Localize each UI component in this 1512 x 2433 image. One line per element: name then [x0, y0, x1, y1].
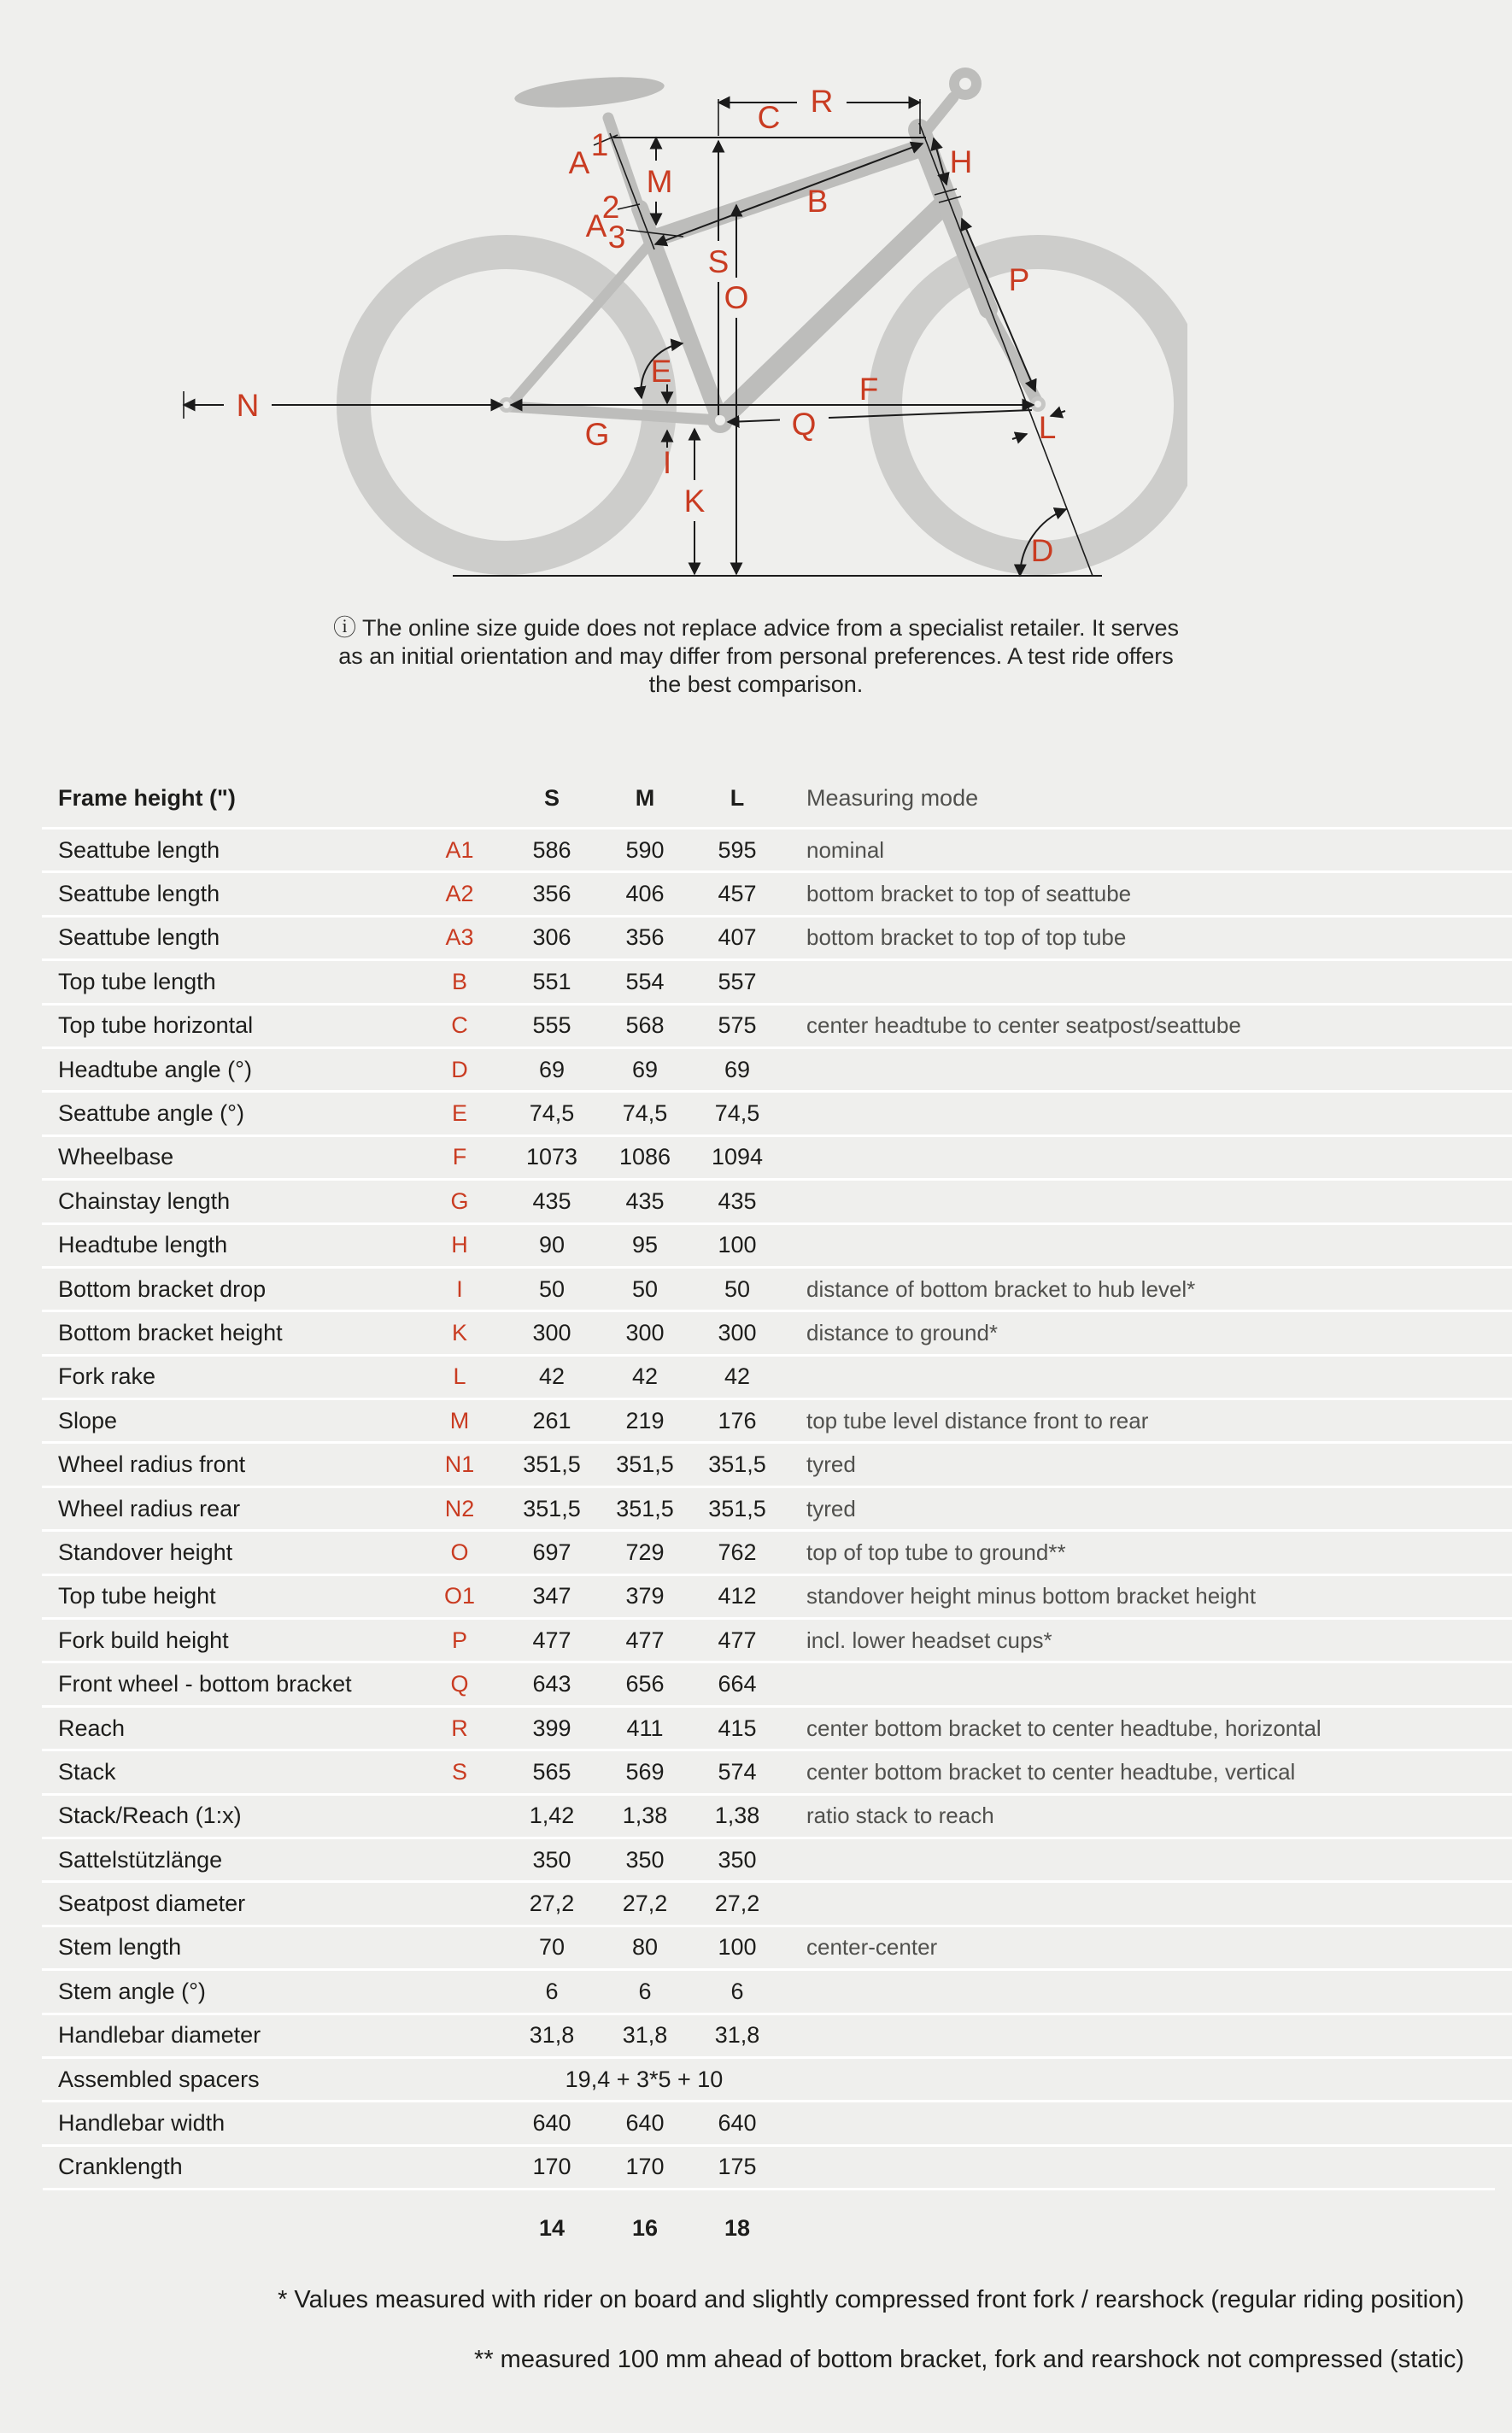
value-m: 656 [625, 1671, 665, 1697]
value-s: 261 [532, 1407, 571, 1433]
geometry-spec-table [0, 769, 1512, 2249]
value-l: 31,8 [714, 2022, 760, 2049]
row-code: A3 [445, 924, 474, 951]
value-l: 74,5 [714, 1100, 760, 1127]
diagram-label-N: N [236, 388, 260, 423]
row-measuring-mode: distance of bottom bracket to hub level* [806, 1275, 1196, 1302]
table-row [0, 2056, 1512, 2100]
diagram-label-S: S [707, 244, 730, 279]
row-code: M [449, 1407, 470, 1433]
row-code: D [451, 1056, 468, 1082]
value-s: 27,2 [529, 1891, 575, 1917]
value-s: 90 [538, 1232, 566, 1258]
diagram-label-O: O [724, 280, 749, 315]
row-code: N2 [444, 1495, 475, 1521]
table-row [0, 1617, 1512, 1661]
value-l: 100 [718, 1934, 757, 1961]
row-code: Q [450, 1671, 469, 1697]
value-l: 27,2 [714, 1891, 760, 1917]
value-s: 6 [545, 1978, 559, 2004]
value-m: 435 [625, 1187, 665, 1214]
value-m: 50 [631, 1275, 659, 1302]
value-s: 350 [532, 1846, 571, 1873]
row-measuring-mode: standover height minus bottom bracket height [806, 1583, 1257, 1609]
table-row [0, 1003, 1512, 1046]
row-code: A1 [445, 836, 474, 863]
value-s: 1073 [525, 1144, 578, 1170]
value-s: 555 [532, 1012, 571, 1039]
value-l: 69 [724, 1056, 751, 1082]
value-l: 435 [718, 1187, 757, 1214]
value-s: 300 [532, 1319, 571, 1345]
table-row [0, 1398, 1512, 1441]
value-l: 1,38 [714, 1803, 760, 1829]
inch-size-l: 18 [724, 2214, 751, 2241]
table-row [0, 1046, 1512, 1090]
value-m: 42 [631, 1363, 659, 1390]
value-l: 457 [718, 881, 757, 907]
diagram-label-G: G [584, 417, 610, 452]
value-s: 586 [532, 836, 571, 863]
value-l: 762 [718, 1539, 757, 1565]
diagram-label-I: I [662, 445, 672, 480]
row-label: Stem length [58, 1934, 182, 1961]
row-label: Reach [58, 1715, 126, 1741]
row-code: E [451, 1100, 467, 1127]
info-icon: ⓘ [332, 615, 356, 641]
diagram-label-3: 3 [607, 220, 626, 255]
diagram-label-A: A [568, 145, 590, 180]
value-s: 74,5 [529, 1100, 575, 1127]
value-s: 565 [532, 1758, 571, 1785]
table-row [0, 1222, 1512, 1266]
value-s: 42 [538, 1363, 566, 1390]
value-m: 411 [626, 1715, 664, 1741]
value-m: 568 [625, 1012, 665, 1039]
table-row [0, 1968, 1512, 2012]
value-l: 664 [718, 1671, 757, 1697]
row-code: S [451, 1758, 467, 1785]
row-label: Chainstay length [58, 1187, 231, 1214]
row-label: Cranklength [58, 2154, 183, 2180]
table-row [0, 1090, 1512, 1134]
row-code: F [452, 1144, 467, 1170]
row-code: H [451, 1232, 468, 1258]
diagram-label-F: F [859, 372, 879, 407]
value-m: 69 [631, 1056, 659, 1082]
value-s: 551 [532, 968, 571, 994]
value-l: 412 [718, 1583, 757, 1609]
value-l: 477 [718, 1627, 757, 1653]
diagram-label-R: R [810, 84, 834, 119]
table-row [0, 1266, 1512, 1310]
header-size-l: L [730, 784, 745, 811]
row-code: L [453, 1363, 466, 1390]
row-code: K [451, 1319, 467, 1345]
row-label: Seattube angle (°) [58, 1100, 244, 1127]
row-code: G [450, 1187, 469, 1214]
value-m: 95 [631, 1232, 659, 1258]
row-label: Headtube length [58, 1232, 228, 1258]
diagram-label-L: L [1038, 410, 1057, 445]
row-measuring-mode: incl. lower headset cups* [806, 1627, 1052, 1653]
table-row [0, 1749, 1512, 1792]
table-row [0, 1486, 1512, 1529]
value-l: 415 [718, 1715, 757, 1741]
value-m: 170 [625, 2154, 665, 2180]
row-label: Wheel radius rear [58, 1495, 241, 1521]
table-row [0, 1529, 1512, 1573]
value-m: 729 [625, 1539, 665, 1565]
table-row [0, 959, 1512, 1002]
value-s: 69 [538, 1056, 566, 1082]
row-measuring-mode: top of top tube to ground** [806, 1539, 1066, 1565]
value-s: 643 [532, 1671, 571, 1697]
value-l: 300 [718, 1319, 757, 1345]
diagram-label-K: K [683, 484, 706, 519]
header-measuring-mode: Measuring mode [806, 784, 979, 811]
value-l: 574 [718, 1758, 757, 1785]
row-label: Top tube height [58, 1583, 216, 1609]
value-m: 27,2 [622, 1891, 668, 1917]
row-code: P [451, 1627, 467, 1653]
row-code: N1 [444, 1451, 475, 1478]
value-s: 477 [532, 1627, 571, 1653]
row-measuring-mode: center bottom bracket to center headtube, horizontal [806, 1715, 1322, 1741]
value-m: 356 [625, 924, 665, 951]
row-code: C [451, 1012, 468, 1039]
value-l: 557 [718, 968, 757, 994]
value-l: 176 [718, 1407, 757, 1433]
row-spanning-value: 19,4 + 3*5 + 10 [565, 2066, 724, 2092]
value-m: 406 [625, 881, 665, 907]
value-l: 42 [724, 1363, 751, 1390]
value-s: 170 [532, 2154, 571, 2180]
inch-size-m: 16 [631, 2214, 659, 2241]
value-s: 1,42 [529, 1803, 575, 1829]
value-m: 379 [625, 1583, 665, 1609]
value-s: 356 [532, 881, 571, 907]
bike-geometry-diagram [171, 26, 1187, 641]
row-code: O1 [443, 1583, 476, 1609]
row-label: Slope [58, 1407, 118, 1433]
table-row [0, 1178, 1512, 1222]
value-l: 100 [718, 1232, 757, 1258]
diagram-label-B: B [806, 184, 829, 219]
value-l: 351,5 [708, 1495, 766, 1521]
header-size-s: S [543, 784, 560, 811]
row-label: Seattube length [58, 836, 220, 863]
inch-size-s: 14 [538, 2214, 566, 2241]
value-l: 351,5 [708, 1451, 766, 1478]
value-s: 435 [532, 1187, 571, 1214]
value-m: 590 [625, 836, 665, 863]
row-label: Assembled spacers [58, 2066, 260, 2092]
value-m: 31,8 [622, 2022, 668, 2049]
row-code: I [456, 1275, 463, 1302]
diagram-label-D: D [1030, 533, 1054, 568]
footnote-single-asterisk: * Values measured with rider on board and slightly compressed front fork / rearshock (regular riding position) [278, 2286, 1464, 2313]
value-s: 347 [532, 1583, 571, 1609]
row-label: Seattube length [58, 881, 220, 907]
info-note [325, 614, 1187, 699]
row-label: Handlebar diameter [58, 2022, 261, 2049]
value-s: 70 [538, 1934, 566, 1961]
value-l: 6 [730, 1978, 744, 2004]
bike-diagram-svg [171, 26, 1187, 641]
diagram-label-1: 1 [590, 127, 609, 162]
table-row [0, 1310, 1512, 1353]
value-l: 595 [718, 836, 757, 863]
row-measuring-mode: top tube level distance front to rear [806, 1407, 1149, 1433]
header-frame-height: Frame height (") [58, 784, 236, 811]
diagram-label-M: M [646, 164, 673, 199]
value-m: 219 [625, 1407, 665, 1433]
value-m: 640 [625, 2110, 665, 2137]
value-l: 575 [718, 1012, 757, 1039]
row-label: Bottom bracket drop [58, 1275, 267, 1302]
diagram-label-A: A [585, 208, 607, 243]
table-row [0, 1705, 1512, 1749]
value-s: 50 [538, 1275, 566, 1302]
table-row [0, 1837, 1512, 1880]
value-m: 554 [625, 968, 665, 994]
inch-sizes-row [0, 2207, 1512, 2249]
row-label: Stack [58, 1758, 116, 1785]
row-label: Handlebar width [58, 2110, 226, 2137]
table-row [0, 1793, 1512, 1837]
value-s: 31,8 [529, 2022, 575, 2049]
diagram-label-H: H [949, 144, 973, 179]
value-m: 351,5 [616, 1495, 674, 1521]
row-code: O [450, 1539, 469, 1565]
spec-table-body [0, 827, 1512, 2188]
row-label: Top tube horizontal [58, 1012, 254, 1039]
diagram-label-2: 2 [601, 190, 620, 225]
row-code: B [451, 968, 467, 994]
row-label: Seatpost diameter [58, 1891, 246, 1917]
diagram-label-P: P [1008, 262, 1030, 297]
row-measuring-mode: distance to ground* [806, 1319, 999, 1345]
table-row [0, 1880, 1512, 1924]
value-m: 300 [625, 1319, 665, 1345]
row-label: Stack/Reach (1:x) [58, 1803, 242, 1829]
value-s: 399 [532, 1715, 571, 1741]
row-label: Fork rake [58, 1363, 156, 1390]
table-row [0, 915, 1512, 959]
row-label: Headtube angle (°) [58, 1056, 252, 1082]
table-row [0, 1574, 1512, 1617]
row-label: Sattelstützlänge [58, 1846, 223, 1873]
value-s: 351,5 [523, 1495, 581, 1521]
row-measuring-mode: ratio stack to reach [806, 1803, 994, 1829]
value-l: 1094 [711, 1144, 764, 1170]
value-s: 351,5 [523, 1451, 581, 1478]
table-row [0, 1134, 1512, 1178]
value-m: 80 [631, 1934, 659, 1961]
value-s: 306 [532, 924, 571, 951]
table-row [0, 2144, 1512, 2188]
row-measuring-mode: nominal [806, 836, 885, 863]
diagram-label-Q: Q [791, 407, 817, 442]
row-label: Fork build height [58, 1627, 229, 1653]
value-s: 640 [532, 2110, 571, 2137]
value-m: 6 [638, 1978, 652, 2004]
row-label: Seattube length [58, 924, 220, 951]
row-label: Standover height [58, 1539, 233, 1565]
value-l: 407 [718, 924, 757, 951]
value-l: 175 [718, 2154, 757, 2180]
table-bottom-separator [43, 2188, 1495, 2190]
table-header-row [0, 769, 1512, 827]
row-label: Wheelbase [58, 1144, 174, 1170]
table-row [0, 871, 1512, 914]
row-label: Stem angle (°) [58, 1978, 206, 2004]
value-m: 1086 [618, 1144, 671, 1170]
row-measuring-mode: bottom bracket to top of top tube [806, 924, 1127, 951]
row-label: Wheel radius front [58, 1451, 246, 1478]
value-m: 350 [625, 1846, 665, 1873]
value-m: 477 [625, 1627, 665, 1653]
table-row [0, 1354, 1512, 1398]
row-code: A2 [445, 881, 474, 907]
value-l: 350 [718, 1846, 757, 1873]
row-measuring-mode: center headtube to center seatpost/seattube [806, 1012, 1241, 1039]
row-code: R [451, 1715, 468, 1741]
table-row [0, 1441, 1512, 1485]
table-row [0, 1925, 1512, 1968]
row-measuring-mode: center-center [806, 1934, 938, 1961]
row-label: Top tube length [58, 968, 216, 994]
info-note-text: The online size guide does not replace advice from a specialist retailer. It serves as an initial orientation and may differ from personal preferences. A test ride offers the best comparison. [338, 615, 1179, 697]
value-m: 1,38 [622, 1803, 668, 1829]
row-measuring-mode: center bottom bracket to center headtube, vertical [806, 1758, 1296, 1785]
value-m: 569 [625, 1758, 665, 1785]
table-row [0, 827, 1512, 871]
row-label: Front wheel - bottom bracket [58, 1671, 352, 1697]
row-measuring-mode: bottom bracket to top of seattube [806, 881, 1132, 907]
value-l: 50 [724, 1275, 751, 1302]
diagram-label-C: C [757, 100, 781, 135]
table-row [0, 2013, 1512, 2056]
table-row [0, 2100, 1512, 2143]
diagram-label-E: E [650, 354, 672, 389]
header-size-m: M [635, 784, 655, 811]
value-m: 74,5 [622, 1100, 668, 1127]
value-s: 697 [532, 1539, 571, 1565]
value-l: 640 [718, 2110, 757, 2137]
row-label: Bottom bracket height [58, 1319, 283, 1345]
table-row [0, 1661, 1512, 1704]
value-m: 351,5 [616, 1451, 674, 1478]
row-measuring-mode: tyred [806, 1495, 856, 1521]
footnote-double-asterisk: ** measured 100 mm ahead of bottom bracket, fork and rearshock not compressed (static) [474, 2346, 1464, 2373]
row-measuring-mode: tyred [806, 1451, 856, 1478]
